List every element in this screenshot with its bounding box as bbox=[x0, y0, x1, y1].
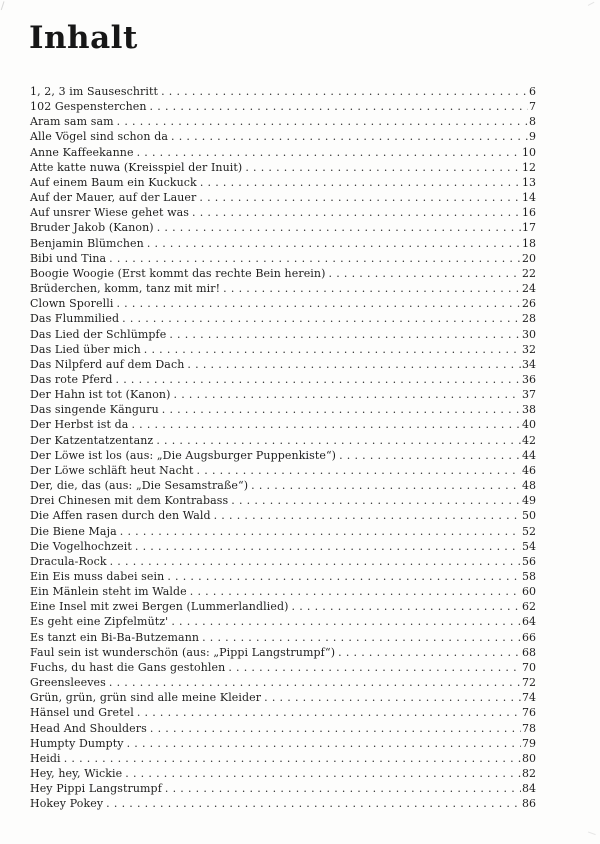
dot-leader bbox=[292, 599, 521, 614]
toc-entry bbox=[30, 614, 536, 629]
dot-leader bbox=[117, 114, 528, 129]
dot-leader bbox=[197, 463, 521, 478]
toc-entry bbox=[30, 357, 536, 372]
toc-entry bbox=[30, 84, 536, 99]
dot-leader bbox=[122, 311, 521, 326]
toc-entry bbox=[30, 266, 536, 281]
dot-leader bbox=[156, 433, 521, 448]
toc-entry-page: 62 bbox=[522, 600, 536, 614]
dot-leader bbox=[106, 796, 521, 811]
toc-entry-title: Das Flummilied bbox=[30, 312, 120, 326]
toc-entry bbox=[30, 781, 536, 796]
toc-entry bbox=[30, 524, 536, 539]
dot-leader bbox=[171, 614, 521, 629]
toc-entry-page: 36 bbox=[522, 372, 536, 386]
toc-entry bbox=[30, 175, 536, 190]
toc-entry-title: Fuchs, du hast die Gans gestohlen bbox=[30, 660, 226, 674]
toc-entry-page: 24 bbox=[522, 282, 536, 296]
scan-artifact-bottom-right bbox=[588, 825, 598, 835]
toc-entry bbox=[30, 311, 536, 326]
dot-leader bbox=[150, 721, 521, 736]
toc-entry bbox=[30, 630, 536, 645]
toc-entry-title: Bibi und Tina bbox=[30, 251, 107, 265]
toc-entry-page: 10 bbox=[522, 145, 536, 159]
scan-artifact-top-right bbox=[588, 2, 597, 11]
toc-entry-page: 76 bbox=[522, 706, 536, 720]
toc-entry-title: Ein Mänlein steht im Walde bbox=[30, 585, 187, 599]
toc-entry-title: Humpty Dumpty bbox=[30, 736, 124, 750]
toc-entry-title: Es tanzt ein Bi-Ba-Butzemann bbox=[30, 630, 200, 644]
toc-entry bbox=[30, 327, 536, 342]
dot-leader bbox=[116, 296, 521, 311]
toc-entry bbox=[30, 463, 536, 478]
dot-leader bbox=[144, 342, 521, 357]
dot-leader bbox=[161, 84, 528, 99]
toc-entry-title: Brüderchen, komm, tanz mit mir! bbox=[30, 282, 221, 296]
toc-entry-title: 102 Gespensterchen bbox=[30, 100, 147, 114]
toc-entry bbox=[30, 402, 536, 417]
toc-entry bbox=[30, 281, 536, 296]
toc-entry-page: 70 bbox=[522, 660, 536, 674]
toc-entry bbox=[30, 751, 536, 766]
dot-leader bbox=[338, 645, 521, 660]
toc-entry bbox=[30, 236, 536, 251]
toc-entry-page: 20 bbox=[522, 251, 536, 265]
toc-entry bbox=[30, 433, 536, 448]
toc-entry-title: Der Löwe ist los (aus: „Die Augsburger Puppenkiste“) bbox=[30, 448, 337, 462]
toc-entry-title: Hänsel und Gretel bbox=[30, 706, 134, 720]
toc-entry-title: Ein Eis muss dabei sein bbox=[30, 570, 165, 583]
toc-entry-title: Hey Pippi Langstrumpf bbox=[30, 782, 162, 796]
toc-entry-title: Dracula-Rock bbox=[30, 554, 107, 568]
toc-entry-page: 44 bbox=[522, 448, 536, 462]
toc-entry bbox=[30, 205, 536, 220]
toc-entry-title: Atte katte nuwa (Kreisspiel der Inuit) bbox=[30, 160, 243, 174]
dot-leader bbox=[135, 539, 521, 554]
toc-entry-title: 1, 2, 3 im Sauseschritt bbox=[30, 85, 159, 98]
toc-entry-title: Das Lied über mich bbox=[30, 342, 141, 356]
dot-leader bbox=[147, 236, 521, 251]
toc-entry-title: Clown Sporelli bbox=[30, 297, 114, 311]
toc-entry-page: 17 bbox=[522, 221, 536, 235]
toc-entry-title: Der, die, das (aus: „Die Sesamstraße“) bbox=[30, 479, 249, 493]
toc-entry bbox=[30, 99, 536, 114]
dot-leader bbox=[169, 327, 521, 342]
toc-entry bbox=[30, 190, 536, 205]
toc-entry-title: Die Affen rasen durch den Wald bbox=[30, 509, 211, 523]
toc-entry-page: 52 bbox=[522, 524, 536, 538]
toc-entry-title: Das singende Känguru bbox=[30, 403, 159, 417]
toc-entry bbox=[30, 387, 536, 402]
dot-leader bbox=[162, 402, 521, 417]
toc-entry bbox=[30, 584, 536, 599]
toc-entry bbox=[30, 736, 536, 751]
toc-entry-page: 78 bbox=[522, 721, 536, 735]
dot-leader bbox=[165, 781, 521, 796]
toc-entry bbox=[30, 114, 536, 129]
toc-entry-page: 9 bbox=[529, 130, 536, 144]
toc-entry-page: 38 bbox=[522, 403, 536, 417]
toc-entry bbox=[30, 448, 536, 463]
toc-entry-page: 82 bbox=[522, 767, 536, 781]
dot-leader bbox=[127, 736, 521, 751]
dot-leader bbox=[109, 251, 521, 266]
toc-entry-page: 58 bbox=[522, 570, 536, 583]
toc-entry-title: Drei Chinesen mit dem Kontrabass bbox=[30, 494, 229, 508]
toc-entry-page: 68 bbox=[522, 645, 536, 659]
toc-entry-page: 30 bbox=[522, 327, 536, 341]
dot-leader bbox=[137, 705, 521, 720]
toc-entry-title: Auf der Mauer, auf der Lauer bbox=[30, 191, 197, 205]
toc-entry bbox=[30, 478, 536, 493]
toc-entry-title: Eine Insel mit zwei Bergen (Lummerlandlied) bbox=[30, 600, 289, 614]
toc-entry-page: 12 bbox=[522, 160, 536, 174]
toc-entry bbox=[30, 129, 536, 144]
toc-entry-page: 74 bbox=[522, 691, 536, 705]
toc-entry bbox=[30, 675, 536, 690]
scan-artifact-top-left bbox=[1, 1, 9, 11]
dot-leader bbox=[200, 175, 521, 190]
toc-entry-title: Das Nilpferd auf dem Dach bbox=[30, 357, 185, 371]
toc-entry-title: Das Lied der Schlümpfe bbox=[30, 327, 167, 341]
toc-entry bbox=[30, 721, 536, 736]
dot-leader bbox=[251, 478, 521, 493]
toc-entry-title: Die Vogelhochzeit bbox=[30, 539, 132, 553]
toc-entry-title: Die Biene Maja bbox=[30, 524, 117, 538]
toc-entry-page: 34 bbox=[522, 357, 536, 371]
dot-leader bbox=[202, 630, 521, 645]
toc-entry bbox=[30, 417, 536, 432]
dot-leader bbox=[109, 675, 521, 690]
dot-leader bbox=[174, 387, 522, 402]
toc-entry bbox=[30, 660, 536, 675]
toc-entry-page: 48 bbox=[522, 479, 536, 493]
toc-list bbox=[30, 84, 536, 812]
toc-entry-title: Anne Kaffeekanne bbox=[30, 145, 134, 159]
dot-leader bbox=[245, 160, 521, 175]
toc-entry-title: Auf einem Baum ein Kuckuck bbox=[30, 175, 197, 189]
dot-leader bbox=[131, 417, 521, 432]
toc-entry-title: Aram sam sam bbox=[30, 115, 114, 129]
toc-entry bbox=[30, 599, 536, 614]
toc-entry-title: Das rote Pferd bbox=[30, 372, 113, 386]
dot-leader bbox=[116, 372, 521, 387]
toc-entry-page: 7 bbox=[529, 100, 536, 114]
toc-entry-title: Der Hahn ist tot (Kanon) bbox=[30, 388, 171, 402]
dot-leader bbox=[264, 690, 521, 705]
toc-entry-page: 8 bbox=[529, 115, 536, 129]
toc-entry-page: 32 bbox=[522, 342, 536, 356]
toc-entry bbox=[30, 251, 536, 266]
toc-entry-page: 66 bbox=[522, 630, 536, 644]
toc-entry-page: 60 bbox=[522, 585, 536, 599]
toc-entry bbox=[30, 160, 536, 175]
toc-entry bbox=[30, 372, 536, 387]
toc-entry-title: Boogie Woogie (Erst kommt das rechte Bein herein) bbox=[30, 266, 326, 280]
toc-entry-page: 84 bbox=[522, 782, 536, 796]
toc-entry-page: 86 bbox=[522, 797, 536, 811]
toc-entry bbox=[30, 493, 536, 508]
toc-entry bbox=[30, 539, 536, 554]
dot-leader bbox=[137, 145, 521, 160]
toc-entry bbox=[30, 508, 536, 523]
dot-leader bbox=[157, 220, 521, 235]
dot-leader bbox=[171, 129, 528, 144]
toc-entry-page: 72 bbox=[522, 676, 536, 690]
toc-entry-title: Der Löwe schläft heut Nacht bbox=[30, 463, 194, 477]
page-title: Inhalt bbox=[29, 20, 138, 56]
toc-entry bbox=[30, 145, 536, 160]
toc-entry-page: 50 bbox=[522, 509, 536, 523]
toc-entry-page: 54 bbox=[522, 539, 536, 553]
toc-entry-page: 28 bbox=[522, 312, 536, 326]
dot-leader bbox=[199, 190, 521, 205]
toc-entry-title: Der Herbst ist da bbox=[30, 418, 129, 432]
toc-entry-page: 14 bbox=[522, 191, 536, 205]
dot-leader bbox=[125, 766, 521, 781]
toc-entry bbox=[30, 645, 536, 660]
toc-entry-title: Hey, hey, Wickie bbox=[30, 767, 123, 781]
dot-leader bbox=[64, 751, 521, 766]
toc-entry-page: 22 bbox=[522, 266, 536, 280]
toc-entry-page: 16 bbox=[522, 206, 536, 220]
toc-entry-page: 64 bbox=[522, 615, 536, 629]
dot-leader bbox=[187, 357, 521, 372]
toc-entry-page: 40 bbox=[522, 418, 536, 432]
toc-entry-page: 49 bbox=[522, 494, 536, 508]
toc-entry-title: Es geht eine Zipfelmütz' bbox=[30, 615, 169, 629]
toc-entry-title: Auf unsrer Wiese gehet was bbox=[30, 206, 190, 220]
toc-entry-title: Heidi bbox=[30, 751, 61, 765]
dot-leader bbox=[231, 493, 521, 508]
dot-leader bbox=[190, 584, 521, 599]
toc-entry-page: 79 bbox=[522, 736, 536, 750]
toc-entry-page: 13 bbox=[522, 175, 536, 189]
dot-leader bbox=[192, 205, 521, 220]
toc-entry-title: Der Katzentatzentanz bbox=[30, 433, 154, 447]
toc-entry bbox=[30, 690, 536, 705]
toc-entry bbox=[30, 796, 536, 811]
dot-leader bbox=[329, 266, 521, 281]
dot-leader bbox=[150, 99, 528, 114]
toc-entry bbox=[30, 569, 536, 584]
toc-entry-page: 26 bbox=[522, 297, 536, 311]
toc-entry-page: 56 bbox=[522, 554, 536, 568]
toc-entry bbox=[30, 220, 536, 235]
toc-entry-title: Greensleeves bbox=[30, 676, 106, 690]
toc-entry bbox=[30, 342, 536, 357]
toc-entry-page: 80 bbox=[522, 751, 536, 765]
toc-entry-page: 46 bbox=[522, 463, 536, 477]
toc-entry-title: Head And Shoulders bbox=[30, 721, 147, 735]
dot-leader bbox=[223, 281, 521, 296]
toc-entry-title: Grün, grün, grün sind alle meine Kleider bbox=[30, 691, 262, 705]
toc-entry-page: 18 bbox=[522, 236, 536, 250]
dot-leader bbox=[167, 569, 521, 584]
dot-leader bbox=[110, 554, 521, 569]
toc-entry bbox=[30, 554, 536, 569]
dot-leader bbox=[339, 448, 521, 463]
toc-entry-page: 6 bbox=[529, 85, 536, 98]
toc-entry-title: Benjamin Blümchen bbox=[30, 236, 144, 250]
dot-leader bbox=[120, 524, 521, 539]
toc-entry bbox=[30, 705, 536, 720]
toc-entry-title: Bruder Jakob (Kanon) bbox=[30, 221, 154, 235]
toc-entry-page: 37 bbox=[522, 388, 536, 402]
toc-entry-title: Hokey Pokey bbox=[30, 797, 104, 811]
dot-leader bbox=[228, 660, 521, 675]
toc-entry-page: 42 bbox=[522, 433, 536, 447]
toc-entry-title: Faul sein ist wunderschön (aus: „Pippi Langstrumpf“) bbox=[30, 645, 336, 659]
toc-entry bbox=[30, 766, 536, 781]
toc-entry-title: Alle Vögel sind schon da bbox=[30, 130, 168, 144]
toc-entry bbox=[30, 296, 536, 311]
dot-leader bbox=[214, 508, 521, 523]
